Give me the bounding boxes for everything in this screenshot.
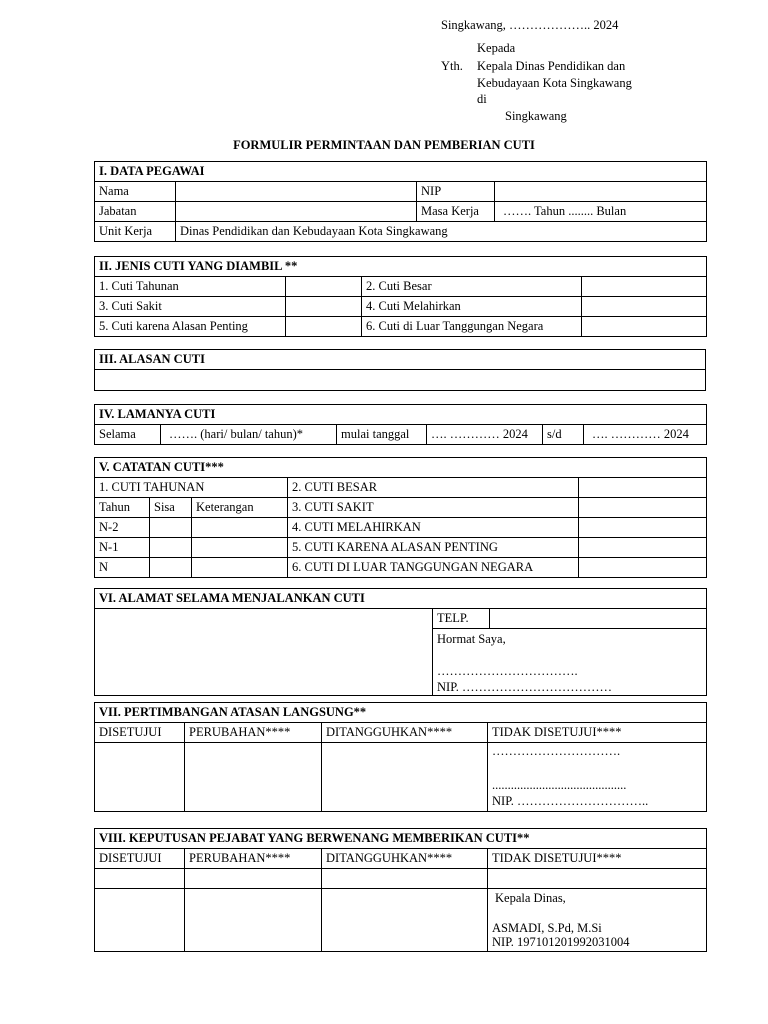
kepada-label: Kepada — [477, 41, 516, 55]
ditangguhkan-field[interactable] — [322, 889, 488, 952]
jabatan-field[interactable] — [176, 202, 417, 222]
perubahan-field[interactable] — [185, 889, 322, 952]
perubahan-field[interactable] — [185, 869, 322, 889]
keterangan-field[interactable] — [192, 538, 288, 558]
disetujui-field[interactable] — [95, 869, 185, 889]
tahun-cell: N-1 — [95, 538, 150, 558]
section-heading: VI. ALAMAT SELAMA MENJALANKAN CUTI — [95, 589, 707, 609]
col-disetujui: DISETUJUI — [95, 723, 185, 743]
addressee-city: Singkawang — [505, 109, 567, 123]
col-ditangguhkan: DITANGGUHKAN**** — [322, 723, 488, 743]
section-heading: IV. LAMANYA CUTI — [95, 405, 707, 425]
atasan-signature-dots: ........................................... — [492, 778, 627, 792]
section-data-pegawai — [94, 161, 707, 242]
keterangan-header: Keterangan — [192, 498, 288, 518]
pejabat-nip: NIP. 197101201992031004 — [492, 935, 630, 949]
atasan-signature-block — [488, 743, 707, 812]
pemohon-nip: NIP. ……………………………… — [437, 680, 613, 694]
section-pertimbangan-atasan — [94, 702, 707, 812]
col-perubahan: PERUBAHAN**** — [185, 723, 322, 743]
section-heading: V. CATATAN CUTI*** — [95, 458, 707, 478]
tahun-header: Tahun — [95, 498, 150, 518]
nip-label: NIP — [417, 182, 495, 202]
tidak-disetujui-field[interactable] — [488, 869, 707, 889]
telp-field[interactable] — [490, 609, 707, 629]
jenis-cuti-label: 1. Cuti Tahunan — [95, 277, 286, 297]
jenis-cuti-label: 2. Cuti Besar — [362, 277, 582, 297]
yth-label: Yth. — [441, 59, 463, 73]
section-catatan-cuti — [94, 457, 707, 578]
section-heading: I. DATA PEGAWAI — [95, 162, 707, 182]
jenis-cuti-label: 4. Cuti Melahirkan — [362, 297, 582, 317]
section-heading: VII. PERTIMBANGAN ATASAN LANGSUNG** — [95, 703, 707, 723]
unit-kerja-label: Unit Kerja — [95, 222, 176, 242]
jabatan-label: Jabatan — [95, 202, 176, 222]
form-title: FORMULIR PERMINTAAN DAN PEMBERIAN CUTI — [233, 138, 535, 152]
col-perubahan: PERUBAHAN**** — [185, 849, 322, 869]
cuti-tahunan-label: 1. CUTI TAHUNAN — [95, 478, 288, 498]
section-alasan-cuti — [94, 349, 706, 391]
section-heading: III. ALASAN CUTI — [95, 350, 706, 370]
place-date: Singkawang, ……………….. 2024 — [441, 18, 619, 32]
atasan-name-dots: …………………………. — [492, 744, 621, 758]
pemohon-signature-block — [433, 629, 707, 696]
catatan-label: 6. CUTI DI LUAR TANGGUNGAN NEGARA — [288, 558, 579, 578]
section-heading: VIII. KEPUTUSAN PEJABAT YANG BERWENANG MEMBERIKAN CUTI** — [95, 829, 707, 849]
jenis-cuti-checkbox[interactable] — [582, 297, 707, 317]
ditangguhkan-field[interactable] — [322, 743, 488, 812]
pejabat-jabatan: Kepala Dinas, — [495, 891, 566, 905]
catatan-field[interactable] — [579, 518, 707, 538]
catatan-field[interactable] — [579, 498, 707, 518]
nip-field[interactable] — [495, 182, 707, 202]
sisa-header: Sisa — [150, 498, 192, 518]
catatan-label: 4. CUTI MELAHIRKAN — [288, 518, 579, 538]
alasan-cuti-field[interactable] — [95, 370, 706, 391]
perubahan-field[interactable] — [185, 743, 322, 812]
jenis-cuti-checkbox[interactable] — [286, 317, 362, 337]
masa-kerja-label: Masa Kerja — [417, 202, 495, 222]
durasi-field[interactable]: ……. (hari/ bulan/ tahun)* — [161, 425, 337, 445]
telp-label: TELP. — [433, 609, 490, 629]
col-disetujui: DISETUJUI — [95, 849, 185, 869]
sd-label: s/d — [543, 425, 584, 445]
jenis-cuti-label: 3. Cuti Sakit — [95, 297, 286, 317]
pejabat-nama: ASMADI, S.Pd, M.Si — [492, 921, 602, 935]
catatan-field[interactable] — [579, 478, 707, 498]
alamat-field[interactable] — [95, 609, 433, 696]
nama-label: Nama — [95, 182, 176, 202]
col-tidak-disetujui: TIDAK DISETUJUI**** — [488, 849, 707, 869]
pejabat-signature-block — [488, 889, 707, 952]
selama-label: Selama — [95, 425, 161, 445]
keterangan-field[interactable] — [192, 558, 288, 578]
catatan-field[interactable] — [579, 538, 707, 558]
catatan-label: 3. CUTI SAKIT — [288, 498, 579, 518]
section-alamat-cuti — [94, 588, 707, 696]
atasan-nip: NIP. ………………………….. — [492, 794, 649, 808]
section-lamanya-cuti — [94, 404, 707, 445]
di-label: di — [477, 92, 487, 106]
section-keputusan-pejabat — [94, 828, 707, 952]
catatan-field[interactable] — [579, 558, 707, 578]
mulai-tanggal-label: mulai tanggal — [337, 425, 427, 445]
jenis-cuti-checkbox[interactable] — [582, 277, 707, 297]
signature-dots: ……………………………. — [437, 664, 578, 678]
sisa-field[interactable] — [150, 538, 192, 558]
jenis-cuti-checkbox[interactable] — [286, 297, 362, 317]
tahun-cell: N-2 — [95, 518, 150, 538]
sisa-field[interactable] — [150, 558, 192, 578]
jenis-cuti-label: 5. Cuti karena Alasan Penting — [95, 317, 286, 337]
catatan-label: 2. CUTI BESAR — [288, 478, 579, 498]
hormat-saya-label: Hormat Saya, — [437, 632, 506, 646]
disetujui-field[interactable] — [95, 889, 185, 952]
disetujui-field[interactable] — [95, 743, 185, 812]
section-jenis-cuti — [94, 256, 707, 337]
catatan-label: 5. CUTI KARENA ALASAN PENTING — [288, 538, 579, 558]
jenis-cuti-checkbox[interactable] — [286, 277, 362, 297]
sisa-field[interactable] — [150, 518, 192, 538]
ditangguhkan-field[interactable] — [322, 869, 488, 889]
col-tidak-disetujui: TIDAK DISETUJUI**** — [488, 723, 707, 743]
jenis-cuti-checkbox[interactable] — [582, 317, 707, 337]
addressee-line-2: Kebudayaan Kota Singkawang — [477, 76, 632, 90]
unit-kerja-value: Dinas Pendidikan dan Kebudayaan Kota Singkawang — [176, 222, 707, 242]
nama-field[interactable] — [176, 182, 417, 202]
tanggal-selesai-field[interactable]: …. ………… 2024 — [584, 425, 707, 445]
keterangan-field[interactable] — [192, 518, 288, 538]
tahun-cell: N — [95, 558, 150, 578]
addressee-line-1: Kepala Dinas Pendidikan dan — [477, 59, 626, 73]
col-ditangguhkan: DITANGGUHKAN**** — [322, 849, 488, 869]
section-heading: II. JENIS CUTI YANG DIAMBIL ** — [95, 257, 707, 277]
tanggal-mulai-field[interactable]: …. ………… 2024 — [427, 425, 543, 445]
masa-kerja-field[interactable]: ……. Tahun ........ Bulan — [495, 202, 707, 222]
jenis-cuti-label: 6. Cuti di Luar Tanggungan Negara — [362, 317, 582, 337]
